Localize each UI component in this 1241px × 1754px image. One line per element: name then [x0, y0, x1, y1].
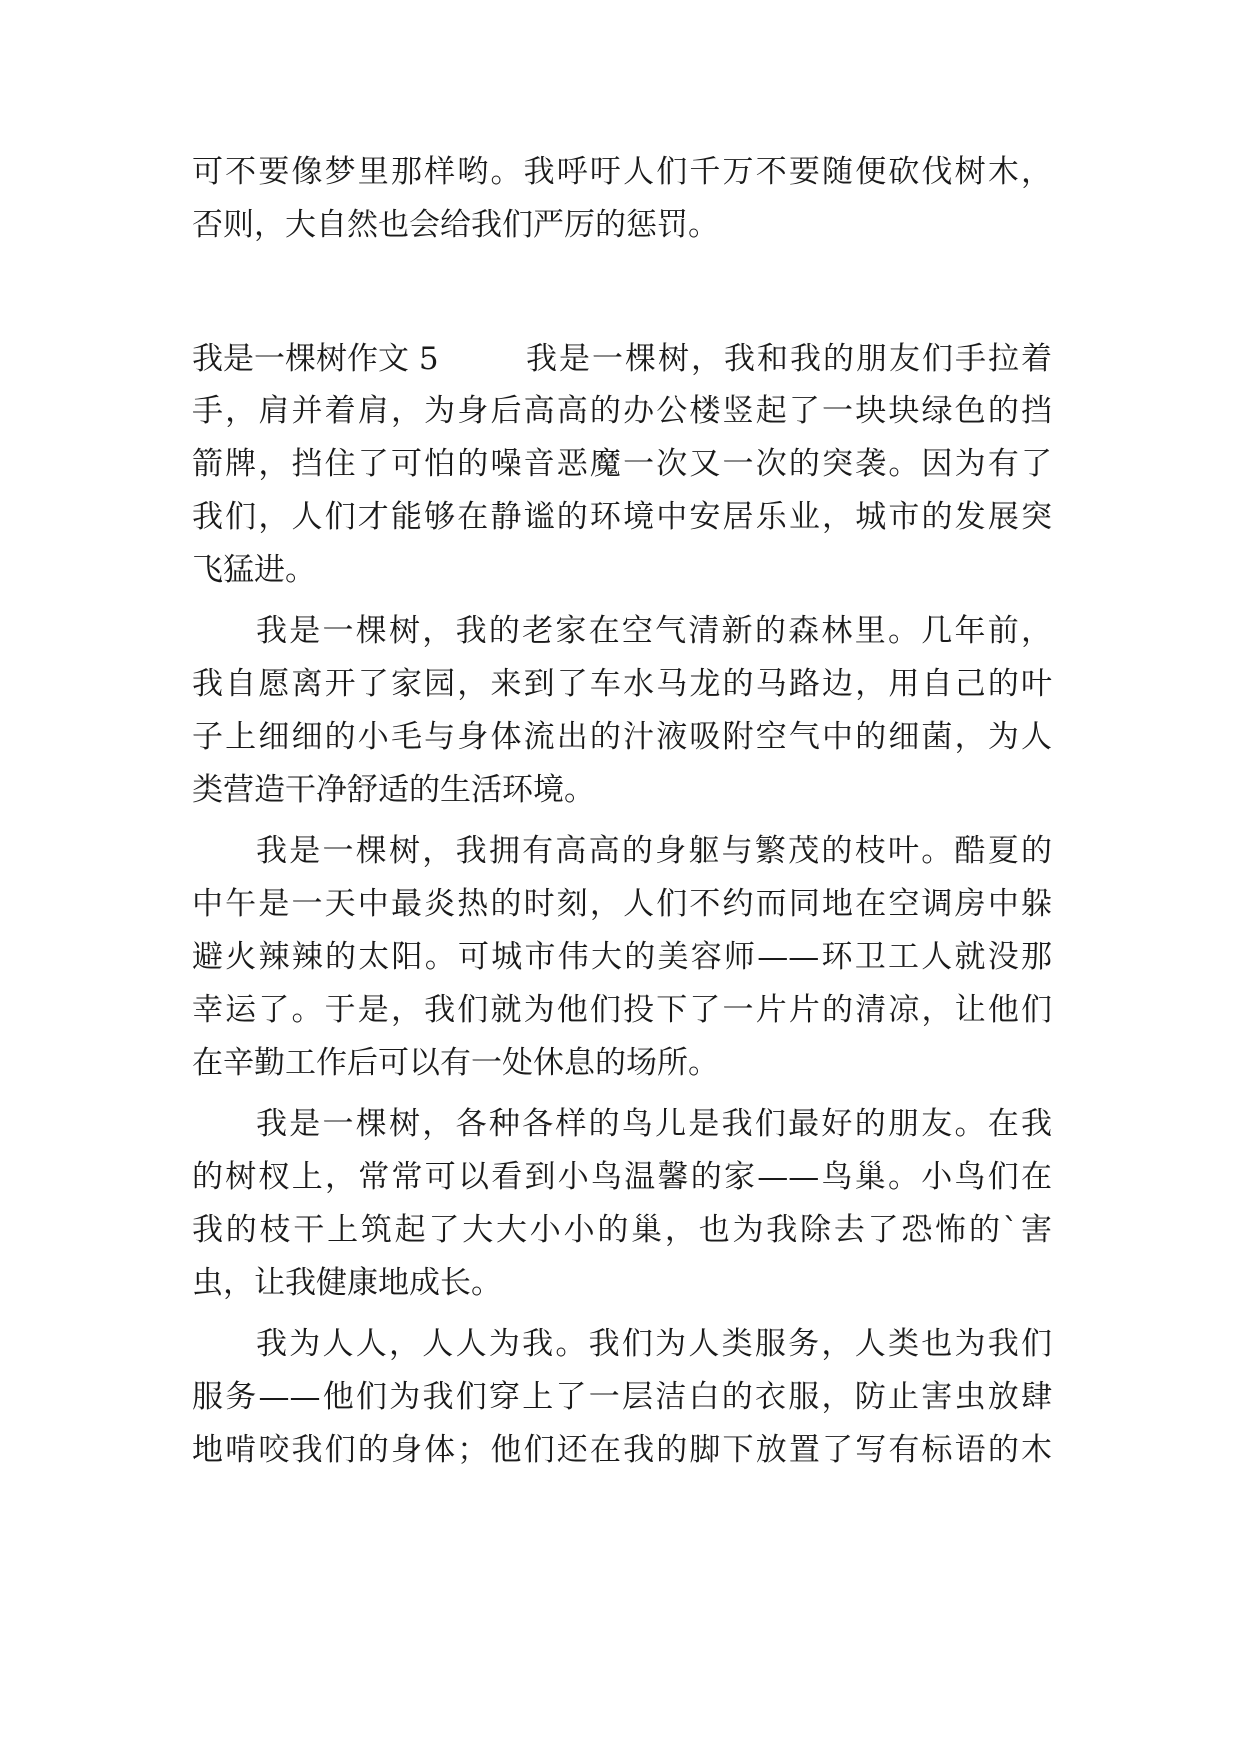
section-title: 我是一棵树作文 5 — [192, 341, 439, 377]
paragraph-first-line: 我为人人，人人为我。我们为人类服务，人类也为我们 — [256, 1326, 1052, 1362]
text-line: 我自愿离开了家园，来到了车水马龙的马路边，用自己的叶 — [192, 666, 1052, 702]
text-line: 可不要像梦里那样哟。我呼吁人们千万不要随便砍伐树木， — [192, 154, 1052, 190]
text-line: 子上细细的小毛与身体流出的汁液吸附空气中的细菌，为人 — [192, 719, 1052, 755]
text-line: 服务——他们为我们穿上了一层洁白的衣服，防止害虫放肆 — [192, 1379, 1052, 1415]
text-line: 否则，大自然也会给我们严厉的惩罚。 — [192, 207, 719, 243]
text-line: 我的枝干上筑起了大大小小的巢，也为我除去了恐怖的`害 — [192, 1212, 1052, 1248]
paragraph-first-line: 我是一棵树，我拥有高高的身躯与繁茂的枝叶。酷夏的 — [256, 833, 1052, 869]
text-line: 幸运了。于是，我们就为他们投下了一片片的清凉，让他们 — [192, 992, 1052, 1028]
text-line: 虫，让我健康地成长。 — [192, 1265, 502, 1301]
text-line: 类营造干净舒适的生活环境。 — [192, 772, 595, 808]
text-line: 中午是一天中最炎热的时刻，人们不约而同地在空调房中躲 — [192, 886, 1052, 922]
text-line: 我们，人们才能够在静谧的环境中安居乐业，城市的发展突 — [192, 499, 1052, 535]
text-line: 地啃咬我们的身体；他们还在我的脚下放置了写有标语的木 — [192, 1432, 1052, 1468]
text-line: 避火辣辣的太阳。可城市伟大的美容师——环卫工人就没那 — [192, 939, 1052, 975]
text-line: 飞猛进。 — [192, 552, 316, 588]
text-line: 箭牌，挡住了可怕的噪音恶魔一次又一次的突袭。因为有了 — [192, 446, 1052, 482]
text-line: 手，肩并着肩，为身后高高的办公楼竖起了一块块绿色的挡 — [192, 393, 1052, 429]
section-heading-line — [192, 337, 1052, 381]
text-line: 的树杈上，常常可以看到小鸟温馨的家——鸟巢。小鸟们在 — [192, 1159, 1052, 1195]
text-line: 在辛勤工作后可以有一处休息的场所。 — [192, 1045, 719, 1081]
text-line: 我是一棵树，我和我的朋友们手拉着 — [526, 341, 1052, 377]
paragraph-first-line: 我是一棵树，各种各样的鸟儿是我们最好的朋友。在我 — [256, 1106, 1052, 1142]
paragraph-first-line: 我是一棵树，我的老家在空气清新的森林里。几年前， — [256, 613, 1052, 649]
